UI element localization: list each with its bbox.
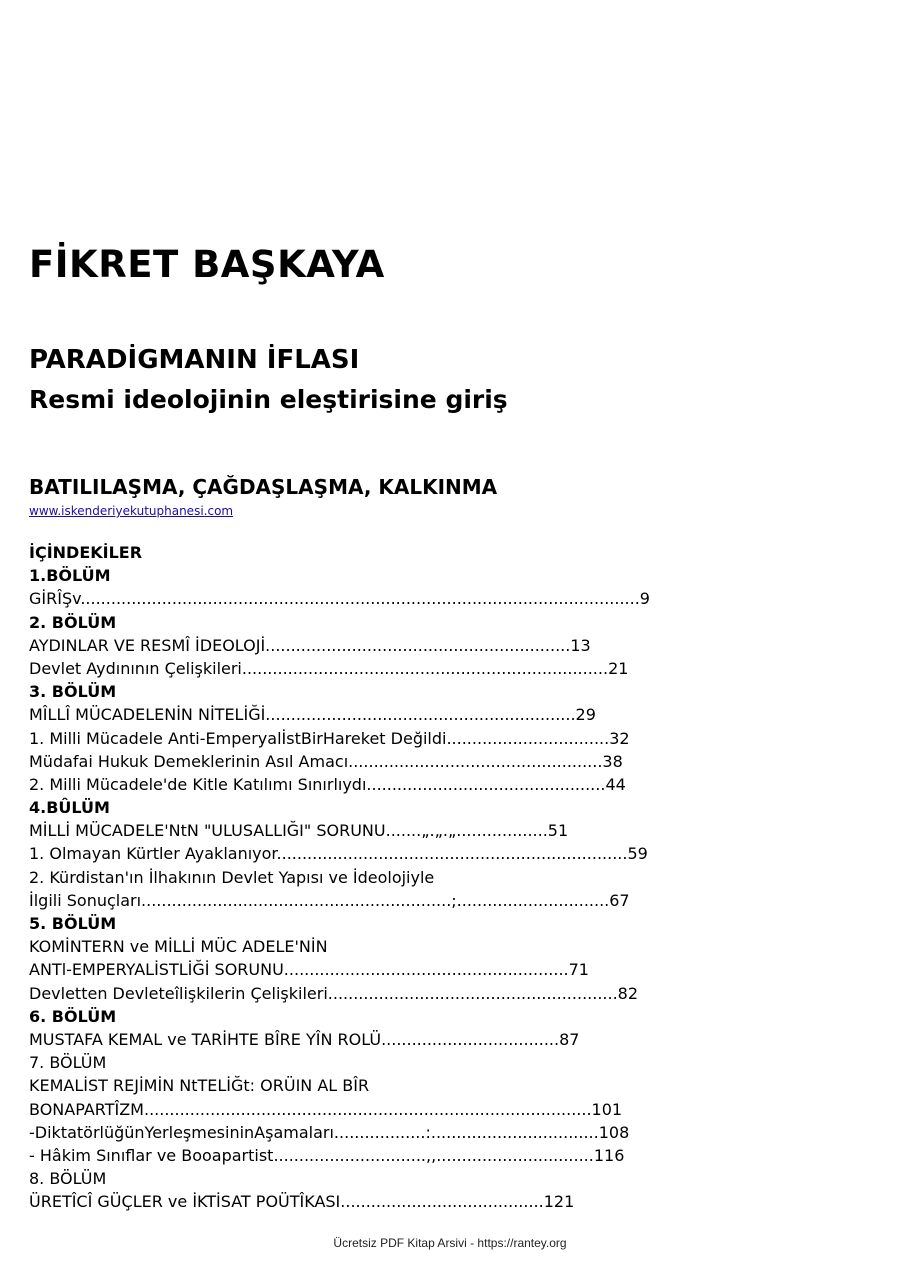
toc-line: 1.BÖLÜM: [29, 566, 111, 586]
toc-line: GİRÎŞv..............................................................................................................9: [29, 589, 650, 609]
toc-line: 6. BÖLÜM: [29, 1006, 117, 1026]
section-heading: BATILILAŞMA, ÇAĞDAŞLAŞMA, KALKINMA: [29, 475, 498, 499]
toc-line: 3. BÖLÜM: [29, 682, 117, 702]
toc-line: KOMİNTERN ve MİLLİ MÜC ADELE'NİN: [29, 937, 328, 957]
toc-line: 7. BÖLÜM: [29, 1053, 107, 1073]
toc-line: 2. Milli Mücadele'de Kitle Katılımı Sınırlıydı...............................................44: [29, 774, 626, 794]
author-name: FİKRET BAŞKAYA: [29, 243, 385, 286]
toc-line: MUSTAFA KEMAL ve TARİHTE BÎRE YÎN ROLÜ...................................87: [29, 1029, 580, 1049]
toc-line: 4.BÛLÜM: [29, 798, 110, 818]
page-footer: Ücretsiz PDF Kitap Arsivi - https://rantey.org: [333, 1236, 567, 1250]
toc-line: KEMALİST REJİMİN NtTELİĞt: ORÜIN AL BÎR: [29, 1076, 370, 1096]
toc-line: 1. Olmayan Kürtler Ayaklanıyor.....................................................................59: [29, 844, 648, 864]
book-title: PARADİGMANIN İFLASI: [29, 345, 360, 375]
table-of-contents: [29, 541, 649, 1213]
toc-line: 2. BÖLÜM: [29, 612, 117, 632]
toc-line: AYDINLAR VE RESMÎ İDEOLOJİ............................................................13: [29, 635, 591, 655]
toc-line: - Hâkim Sınıflar ve Booapartist..............................,,...............................116: [29, 1145, 625, 1165]
toc-line: MİLLİ MÜCADELE'NtN "ULUSALLIĞI" SORUNU.......„.„.„..................51: [29, 821, 569, 841]
toc-line: Müdafai Hukuk Demeklerinin Asıl Amacı..................................................38: [29, 751, 623, 771]
toc-line: BONAPARTÎZM........................................................................................101: [29, 1099, 623, 1119]
website-link[interactable]: www.iskenderiyekutuphanesi.com: [29, 504, 234, 518]
toc-line: ÜRETÎCÎ GÜÇLER ve İKTİSAT POÜTÎKASI........................................121: [29, 1192, 575, 1212]
toc-heading: İÇİNDEKİLER: [29, 543, 143, 562]
toc-line: -DiktatörlüğünYerleşmesininAşamaları..................:.................................108: [29, 1122, 630, 1142]
toc-line: Devletten Devleteîlişkilerin Çelişkileri.........................................................82: [29, 983, 639, 1003]
toc-line: ANTl-EMPERYALİSTLİĞİ SORUNU........................................................71: [29, 960, 589, 980]
toc-line: 2. Kürdistan'ın İlhakının Devlet Yapısı ve İdeolojiyle: [29, 867, 435, 887]
toc-line: Devlet Aydınının Çelişkileri........................................................................21: [29, 658, 629, 678]
toc-line: MÎLLÎ MÜCADELENİN NİTELİĞİ.............................................................29: [29, 705, 596, 725]
book-subtitle: Resmi ideolojinin eleştirisine giriş: [29, 385, 508, 414]
toc-line: 5. BÖLÜM: [29, 914, 117, 933]
toc-line: 8. BÖLÜM: [29, 1169, 107, 1189]
toc-line: 1. Milli Mücadele Anti-EmperyalİstBirHareket Değildi................................32: [29, 728, 630, 748]
toc-line: İlgili Sonuçları.............................................................;..............................67: [29, 890, 630, 910]
